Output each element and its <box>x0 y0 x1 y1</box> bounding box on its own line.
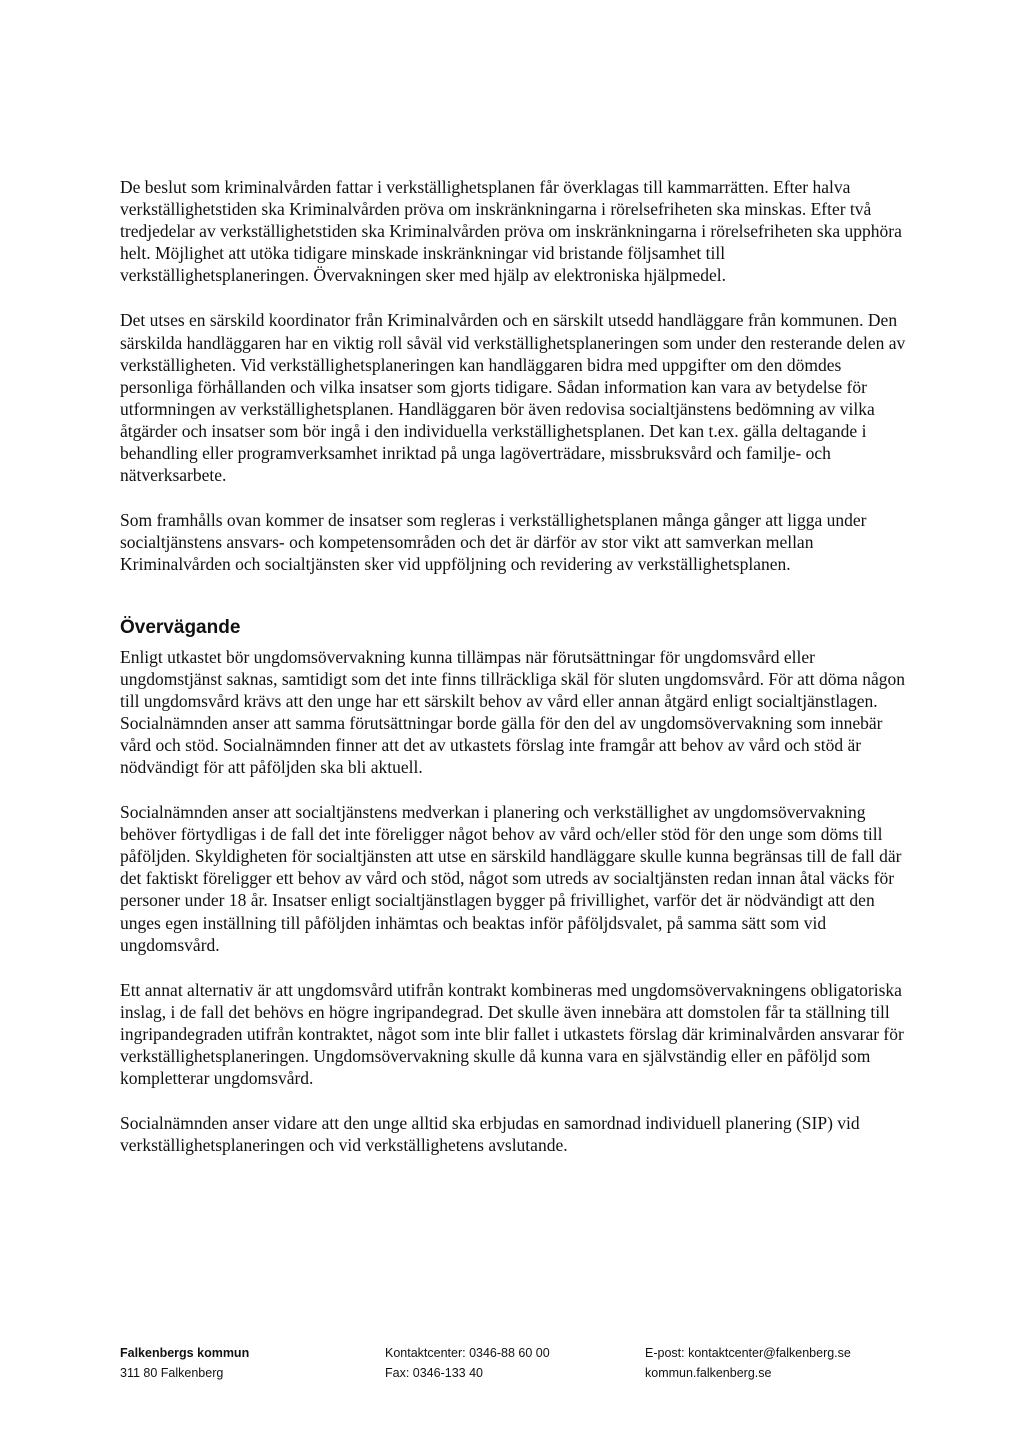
footer-contact-center: Kontaktcenter: 0346-88 60 00 <box>385 1346 550 1360</box>
paragraph-considerations-4: Socialnämnden anser vidare att den unge alltid ska erbjudas en samordnad individuell planering (SIP) vid verkställighetsplaneringen och vid verkställighetens avslutande. <box>120 1113 860 1156</box>
footer-website: kommun.falkenberg.se <box>645 1366 772 1380</box>
paragraph-considerations-3: Ett annat alternativ är att ungdomsvård utifrån kontrakt kombineras med ungdomsövervakningens obligatoriska inslag, i de fall det behövs en högre ingripandegrad. Det skulle även innebära att domstolen får ta ställning till ingripandegraden utifrån kontraktet, något som inte blir fallet i utkastets förslag där kriminalvården ansvarar för verkställighetsplaneringen. Ungdomsövervakning skulle då kunna vara en självständig eller en påföljd som kompletterar ungdomsvård. <box>120 979 904 1089</box>
footer-online <box>645 1343 851 1383</box>
paragraph-coordinator: Det utses en särskild koordinator från Kriminalvården och en särskilt utsedd handläggare från kommunen. Den särskilda handläggaren har en viktig roll såväl vid verkställighetsplaneringen som under den resterande delen av verkställigheten. Vid verkställighetsplaneringen kan handläggaren bidra med uppgifter om den dömdes personliga förhållanden och vilka insatser som gjorts tidigare. Sådan information kan vara av betydelse för utformningen av verkställighetsplanen. Handläggaren bör även redovisa socialtjänstens bedömning av vilka åtgärder och insatser som bör ingå i den individuella verkställighetsplanen. Det kan t.ex. gälla deltagande i behandling eller programverksamhet inriktad på unga lagöverträdare, missbruksvård och familje- och nätverksarbete. <box>120 310 906 486</box>
footer-phone <box>385 1343 550 1383</box>
paragraph-considerations-2: Socialnämnden anser att socialtjänstens medverkan i planering och verkställighet av ungdomsövervakning behöver förtydligas i de fall det inte föreligger något behov av vård och/eller stöd för den unge som döms till påföljden. Skyldigheten för socialtjänsten att utse en särskild handläggare skulle kunna begränsas till de fall där det faktiskt föreligger ett behov av vård och stöd, något som utreds av socialtjänsten redan innan åtal väcks för personer under 18 år. Insatser enligt socialtjänstlagen bygger på frivillighet, varför det är nödvändigt att den unges egen inställning till påföljden inhämtas och beaktas inför påföljdsvalet, på samma sätt som vid ungdomsvård. <box>120 802 902 955</box>
footer-email: E-post: kontaktcenter@falkenberg.se <box>645 1346 851 1360</box>
footer-organization <box>120 1343 249 1383</box>
paragraph-appeal-and-review: De beslut som kriminalvården fattar i verkställighetsplanen får överklagas till kammarrätten. Efter halva verkställighetstiden ska Kriminalvården pröva om inskränkningarna i rörelsefriheten ska minskas. Efter två tredjedelar av verkställighetstiden ska Kriminalvården pröva om inskränkningarna i rörelsefriheten ska upphöra helt. Möjlighet att utöka tidigare minskade inskränkningar vid bristande följsamhet till verkställighetsplaneringen. Övervakningen sker med hjälp av elektroniska hjälpmedel. <box>120 177 902 286</box>
footer-address: 311 80 Falkenberg <box>120 1366 224 1380</box>
section-heading: Övervägande <box>120 616 241 638</box>
footer-fax: Fax: 0346-133 40 <box>385 1366 483 1380</box>
paragraph-considerations-1: Enligt utkastet bör ungdomsövervakning kunna tillämpas när förutsättningar för ungdomsvård eller ungdomstjänst saknas, samtidigt som det inte finns tillräckliga skäl för sluten ungdomsvård. För att döma någon till ungdomsvård krävs att den unge har ett särskilt behov av vård eller annan åtgärd enligt socialtjänstlagen. Socialnämnden anser att samma förutsättningar borde gälla för den del av ungdomsövervakning som innebär vård och stöd. Socialnämnden finner att det av utkastets förslag inte framgår att behov av vård och stöd är nödvändigt för att påföljden ska bli aktuell. <box>120 646 905 777</box>
paragraph-cooperation: Som framhålls ovan kommer de insatser som regleras i verkställighetsplanen många gånger att ligga under socialtjänstens ansvars- och kompetensområden och det är därför av stor vikt att samverkan mellan Kriminalvården och socialtjänsten sker vid uppföljning och revidering av verkställighetsplanen. <box>120 510 867 575</box>
document-body <box>120 176 910 1156</box>
footer-org-name: Falkenbergs kommun <box>120 1346 250 1360</box>
